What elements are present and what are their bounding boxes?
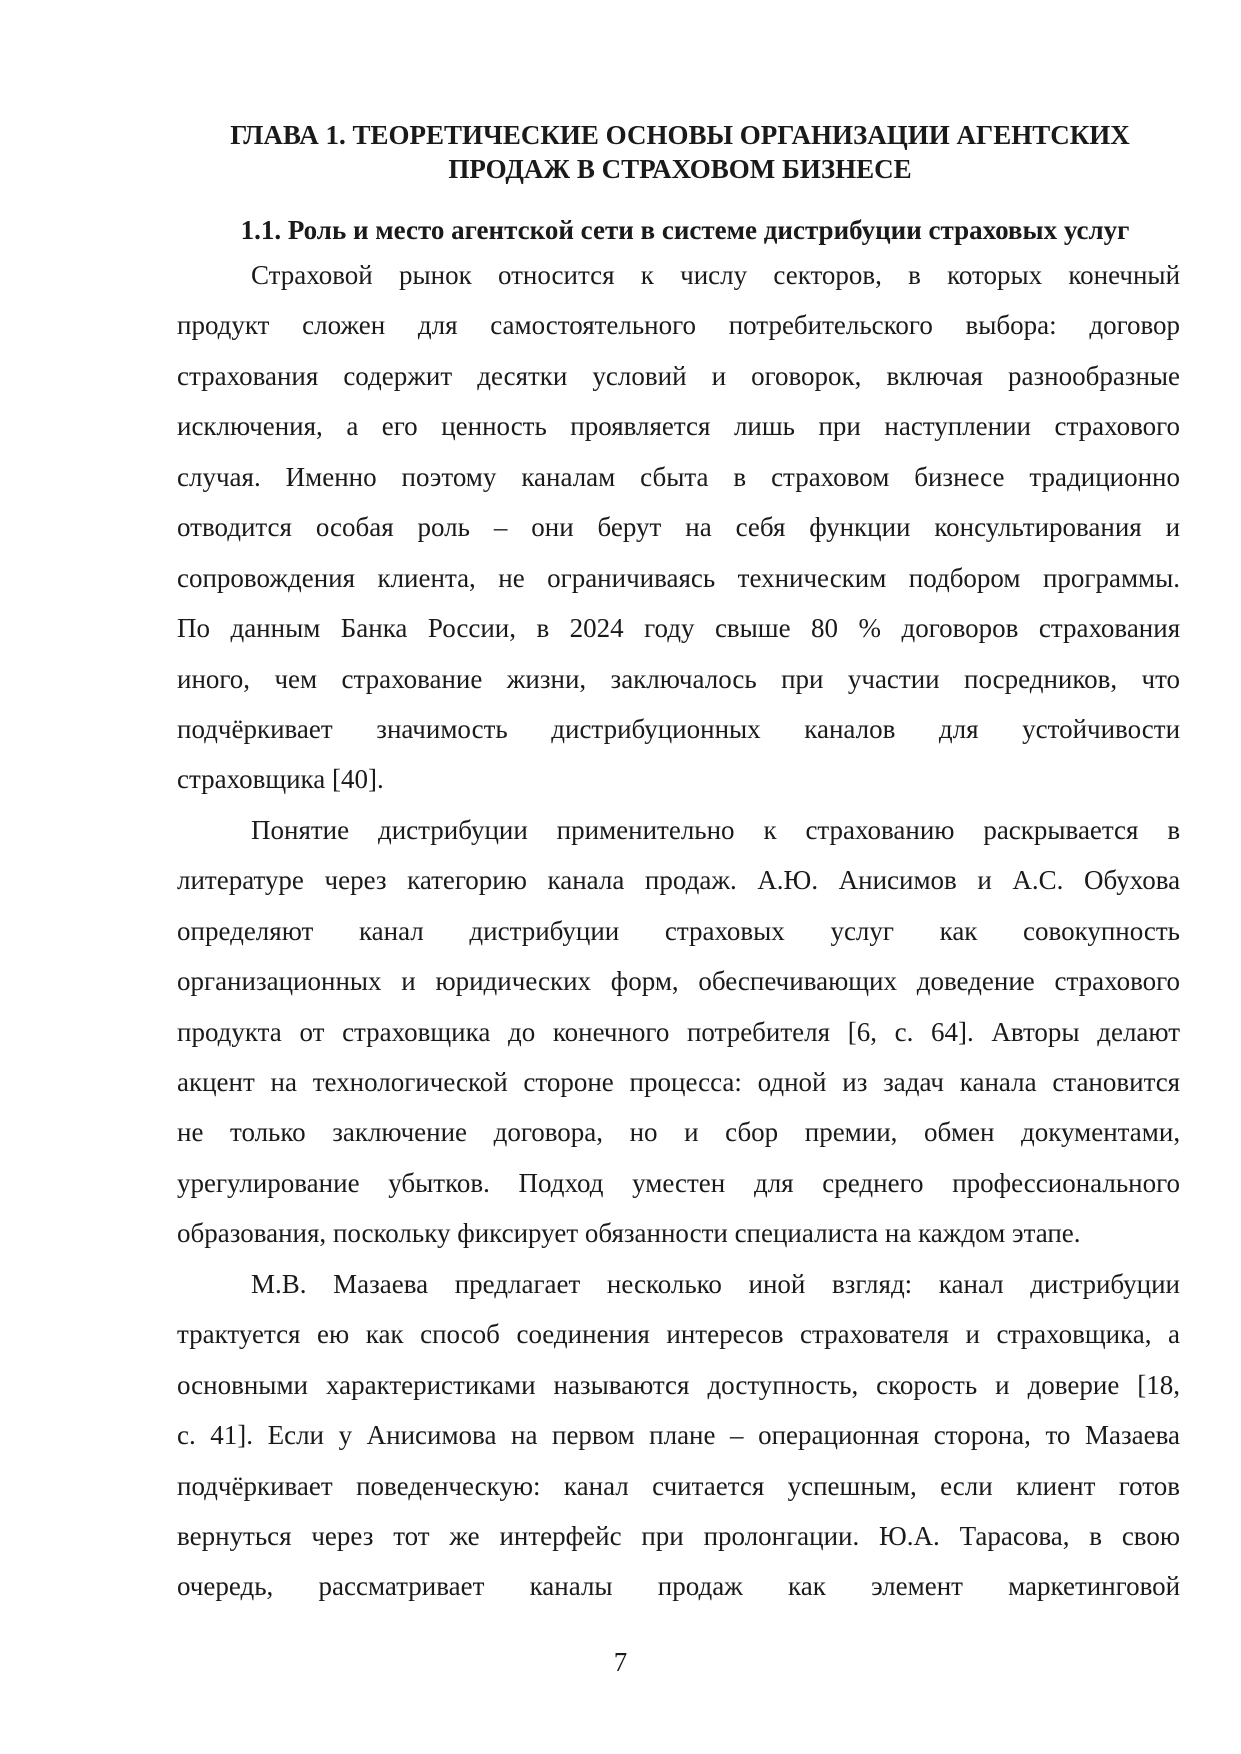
text-line: страховщика [40].	[177, 764, 384, 795]
text-line: подчёркивает поведенческую: канал считается успешным, если клиент готов	[177, 1470, 1180, 1501]
text-line: отводится особая роль – они берут на себя функции консультирования и	[177, 512, 1181, 543]
text-line: По данным Банка России, в 2024 году свыше 80 % договоров страхования	[177, 613, 1181, 644]
text-line: продукта от страховщика до конечного потребителя [6, с. 64]. Авторы делают	[177, 1016, 1181, 1047]
text-line: основными характеристиками называются доступность, скорость и доверие [18,	[177, 1369, 1181, 1400]
text-line: подчёркивает значимость дистрибуционных каналов для устойчивости	[177, 713, 1181, 744]
section-title: 1.1. Роль и место агентской сети в системе дистрибуции страховых услуг	[240, 215, 1130, 245]
text-line: организационных и юридических форм, обеспечивающих доведение страхового	[177, 966, 1181, 997]
text-line: сопровождения клиента, не ограничиваясь техническим подбором программы.	[177, 562, 1181, 593]
text-line: с. 41]. Если у Анисимова на первом плане – операционная сторона, то Мазаева	[177, 1420, 1181, 1451]
text-line: иного, чем страхование жизни, заключалось при участии посредников, что	[177, 663, 1181, 694]
text-line: вернуться через тот же интерфейс при пролонгации. Ю.А. Тарасова, в свою	[177, 1520, 1181, 1551]
page-number: 7	[613, 1647, 628, 1677]
text-line: продукт сложен для самостоятельного потребительского выбора: договор	[177, 310, 1181, 341]
text-line: акцент на технологической стороне процесса: одной из задач канала становится	[177, 1067, 1181, 1097]
text-line: исключения, а его ценность проявляется лишь при наступлении страхового	[177, 411, 1181, 442]
body-text	[177, 257, 1180, 1619]
chapter-title-line-2: ПРОДАЖ В СТРАХОВОМ БИЗНЕСЕ	[448, 154, 912, 184]
chapter-title-line-1: ГЛАВА 1. ТЕОРЕТИЧЕСКИЕ ОСНОВЫ ОРГАНИЗАЦИИ АГЕНТСКИХ	[230, 120, 1130, 150]
text-line: литературе через категорию канала продаж. А.Ю. Анисимов и А.С. Обухова	[177, 865, 1181, 896]
text-line: не только заключение договора, но и сбор премии, обмен документами,	[177, 1117, 1181, 1148]
text-line: М.В. Мазаева предлагает несколько иной взгляд: канал дистрибуции	[251, 1268, 1180, 1299]
text-line: образования, поскольку фиксирует обязанности специалиста на каждом этапе.	[177, 1218, 1081, 1249]
text-line: определяют канал дистрибуции страховых услуг как совокупность	[177, 915, 1180, 946]
text-line: трактуется ею как способ соединения интересов страхователя и страховщика, а	[177, 1319, 1181, 1350]
chapter-title	[170, 118, 1190, 186]
text-line: случая. Именно поэтому каналам сбыта в страховом бизнесе традиционно	[177, 461, 1181, 492]
text-line: Понятие дистрибуции применительно к страхованию раскрывается в	[251, 814, 1181, 845]
text-line: Страховой рынок относится к числу секторов, в которых конечный	[251, 260, 1181, 290]
text-line: очередь, рассматривает каналы продаж как элемент маркетинговой	[177, 1571, 1181, 1602]
text-line: страхования содержит десятки условий и оговорок, включая разнообразные	[177, 360, 1181, 391]
text-line: урегулирование убытков. Подход уместен для среднего профессионального	[177, 1167, 1181, 1198]
